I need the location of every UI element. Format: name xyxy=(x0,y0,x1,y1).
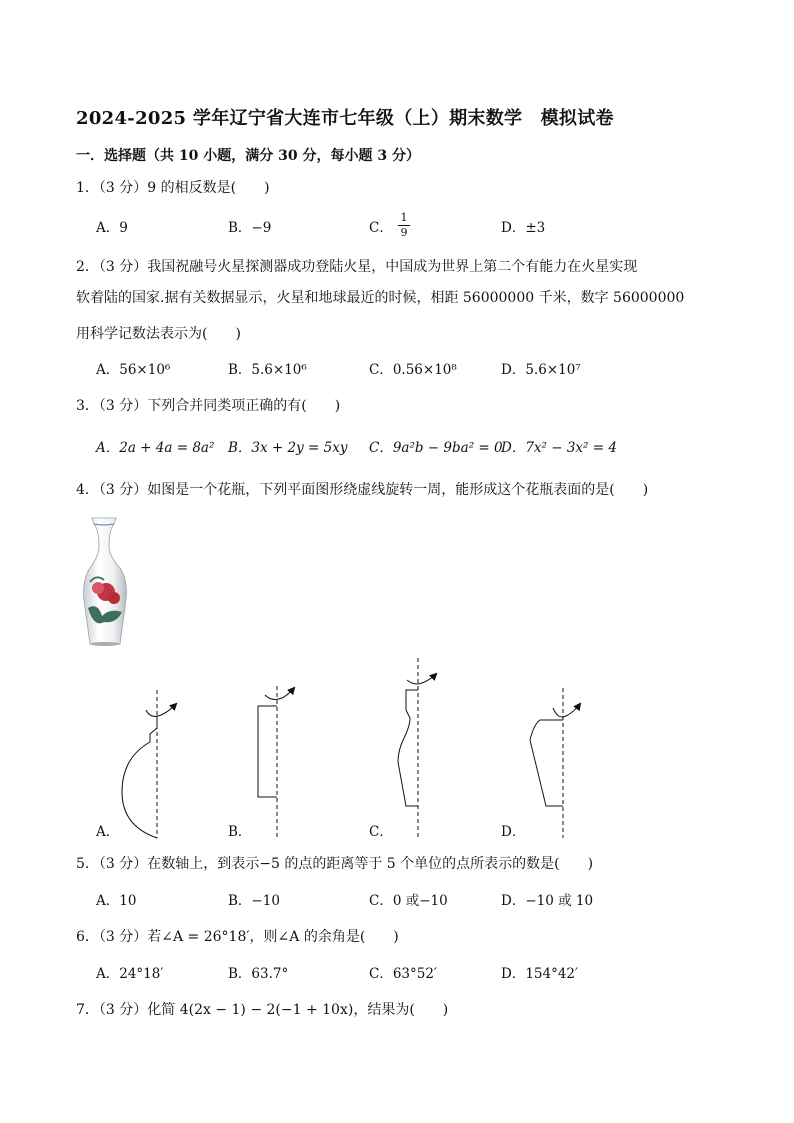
question-1-stem: 1．（3 分）9 的相反数是( ) xyxy=(76,180,270,196)
figure-c xyxy=(398,658,436,838)
question-4-option-d[interactable]: D． xyxy=(501,824,526,840)
figure-d xyxy=(530,688,580,838)
question-2-stem-line-1: 2．（3 分）我国祝融号火星探测器成功登陆火星，中国成为世界上第二个有能力在火星实现 xyxy=(76,259,638,275)
question-6-stem: 6．（3 分）若∠A = 26°18′，则∠A 的余角是( ) xyxy=(76,929,399,945)
question-3-option-a[interactable]: A．2a + 4a = 8a² xyxy=(96,440,215,456)
question-4-stem: 4．（3 分）如图是一个花瓶，下列平面图形绕虚线旋转一周，能形成这个花瓶表面的是( ) xyxy=(76,482,649,498)
question-3-option-c[interactable]: C．9a²b − 9ba² = 0 xyxy=(369,440,503,456)
question-6-option-c[interactable]: C．63°52′ xyxy=(369,966,438,982)
question-4-option-b[interactable]: B． xyxy=(228,824,252,840)
question-2-stem-line-3: 用科学记数法表示为( ) xyxy=(76,326,241,342)
rotation-arrow-icon xyxy=(146,704,176,716)
question-5-option-c[interactable]: C．0 或−10 xyxy=(369,893,448,909)
page-title: 2024-2025 学年辽宁省大连市七年级（上）期末数学 模拟试卷 xyxy=(76,108,614,129)
question-2-option-a[interactable]: A．56×10⁶ xyxy=(96,362,171,378)
question-1-option-c[interactable]: C． xyxy=(369,220,393,236)
rotation-arrow-icon xyxy=(265,688,294,699)
question-5-stem: 5．（3 分）在数轴上，到表示−5 的点的距离等于 5 个单位的点所表示的数是( ) xyxy=(76,856,594,872)
question-4-option-a[interactable]: A． xyxy=(96,824,120,840)
question-3-stem: 3．（3 分）下列合并同类项正确的有( ) xyxy=(76,398,341,414)
question-1-option-b[interactable]: B．−9 xyxy=(228,220,272,236)
rotation-arrow-icon xyxy=(553,704,580,717)
question-4-option-c[interactable]: C． xyxy=(369,824,393,840)
question-1-option-d[interactable]: D．±3 xyxy=(501,220,546,236)
question-6-option-b[interactable]: B．63.7° xyxy=(228,966,289,982)
question-2-stem-line-2: 软着陆的国家.据有关数据显示，火星和地球最近的时候，相距 56000000 千米，数字 56000000 xyxy=(76,290,685,306)
figure-a xyxy=(122,690,176,838)
rotation-arrow-icon xyxy=(407,674,436,684)
question-3-option-b[interactable]: B．3x + 2y = 5xy xyxy=(228,440,348,456)
question-5-option-a[interactable]: A．10 xyxy=(96,893,137,909)
fraction-denominator: 9 xyxy=(400,226,408,239)
question-6-option-a[interactable]: A．24°18′ xyxy=(96,966,164,982)
fraction-numerator: 1 xyxy=(400,211,408,224)
question-2-option-d[interactable]: D．5.6×10⁷ xyxy=(501,362,581,378)
section-heading: 一．选择题（共 10 小题，满分 30 分，每小题 3 分） xyxy=(76,148,420,164)
figure-b xyxy=(258,686,294,838)
question-6-option-d[interactable]: D．154°42′ xyxy=(501,966,579,982)
question-5-option-d[interactable]: D．−10 或 10 xyxy=(501,893,594,909)
question-5-option-b[interactable]: B．−10 xyxy=(228,893,280,909)
question-7-stem: 7．（3 分）化简 4(2x − 1) − 2(−1 + 10x)，结果为( ) xyxy=(76,1002,449,1018)
question-2-option-c[interactable]: C．0.56×10⁸ xyxy=(369,362,457,378)
question-3-option-d[interactable]: D．7x² − 3x² = 4 xyxy=(501,440,617,456)
question-2-option-b[interactable]: B．5.6×10⁶ xyxy=(228,362,307,378)
question-1-option-a[interactable]: A．9 xyxy=(96,220,128,236)
